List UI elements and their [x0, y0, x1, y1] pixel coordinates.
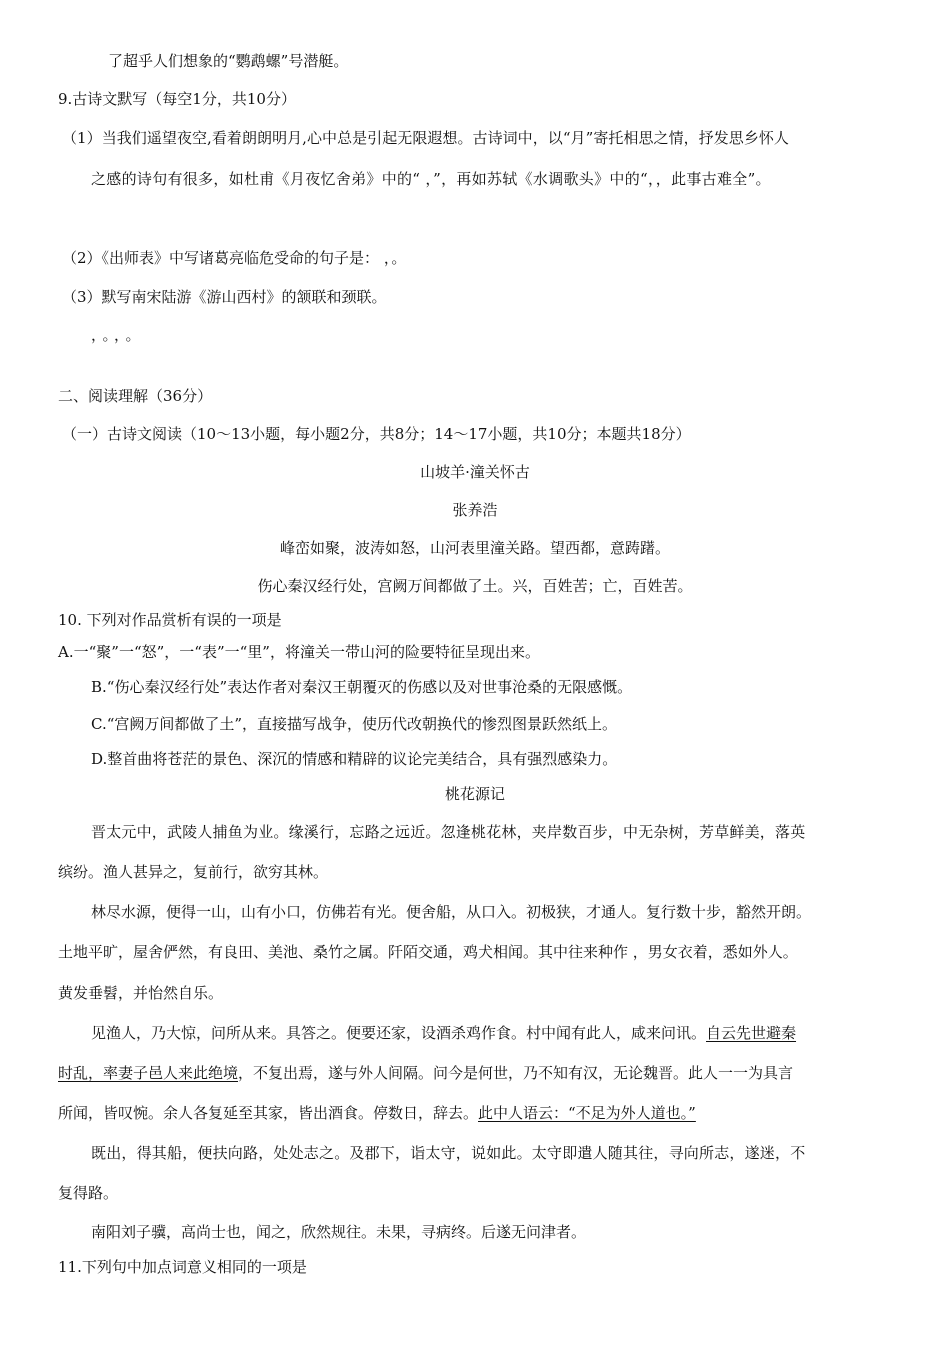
- paragraph-line: [58, 1103, 696, 1123]
- paragraph-line: 晋太元中，武陵人捕鱼为业。缘溪行，忘路之远近。忽逢桃花林，夹岸数百步，中无杂树，芳草鲜美，落英: [91, 823, 806, 841]
- poem-line: 伤心秦汉经行处，宫阙万间都做了土。兴，百姓苦；亡，百姓苦。: [257, 577, 693, 595]
- text-line: 了超乎人们想象的“鹦鹉螺”号潜艇。: [108, 52, 349, 70]
- question-10-option-c: C.“宫阙万间都做了土”，直接描写战争，使历代改朝换代的惨烈图景跃然纸上。: [91, 715, 618, 733]
- underlined-sentence: 此中人语云：“不足为外人道也。”: [478, 1104, 696, 1122]
- poem-author: 张养浩: [452, 501, 498, 519]
- question-10-option-b: B.“伤心秦汉经行处”表达作者对秦汉王朝覆灭的伤感以及对世事沧桑的无限感慨。: [91, 678, 633, 696]
- underlined-sentence: 时乱，率妻子邑人来此绝境: [58, 1064, 239, 1082]
- poem-title: 山坡羊·潼关怀古: [420, 463, 530, 481]
- question-9-part-1: （1）当我们遥望夜空,看着朗朗明月,心中总是引起无限遐想。古诗词中，以“月”寄托相思之情，抒发思乡怀人: [62, 129, 789, 147]
- section-2-heading: 二、阅读理解（36分）: [58, 387, 213, 405]
- question-9-part-1-continued: 之感的诗句有很多，如杜甫《月夜忆舍弟》中的“ ，”，再如苏轼《水调歌头》中的“，，此事古难全”。: [91, 170, 771, 188]
- poem-line: 峰峦如聚，波涛如怒，山河表里潼关路。望西都，意踌躇。: [279, 539, 670, 557]
- paragraph-line: 复得路。: [58, 1184, 119, 1202]
- paragraph-text: 见渔人，乃大惊，问所从来。具答之。便要还家，设酒杀鸡作食。村中闻有此人，咸来问讯。: [91, 1024, 707, 1042]
- question-9-title: 9.古诗文默写（每空1分，共10分）: [58, 90, 296, 108]
- paragraph-line: 既出，得其船，便扶向路，处处志之。及郡下，诣太守，说如此。太守即遣人随其往，寻向所志，遂迷，不: [91, 1144, 806, 1162]
- section-2-part-1-heading: （一）古诗文阅读（10～13小题，每小题2分，共8分；14～17小题，共10分；本题共18分）: [62, 425, 691, 443]
- paragraph-line: 土地平旷，屋舍俨然，有良田、美池、桑竹之属。阡陌交通，鸡犬相闻。其中往来种作 ，男女衣着，悉如外人。: [58, 943, 798, 961]
- paragraph-line: [58, 1063, 793, 1083]
- question-10-option-d: D.整首曲将苍茫的景色、深沉的情感和精辟的议论完美结合，具有强烈感染力。: [91, 750, 618, 768]
- paragraph-line: 缤纷。渔人甚异之，复前行，欲穷其林。: [58, 863, 329, 881]
- question-10-option-a: A.一“聚”一“怒”，一“表”一“里”，将潼关一带山河的险要特征呈现出来。: [58, 643, 540, 661]
- paragraph-line: [91, 1023, 796, 1043]
- prose-title: 桃花源记: [444, 785, 505, 803]
- paragraph-line: 林尽水源，便得一山，山有小口，仿佛若有光。便舍船，从口入。初极狭，才通人。复行数十步，豁然开朗。: [91, 903, 812, 921]
- paragraph-text: ，不复出焉，遂与外人间隔。问今是何世，乃不知有汉，无论魏晋。此人一一为具言: [238, 1064, 794, 1082]
- question-9-part-3-blanks: ，。，。: [91, 326, 145, 344]
- question-10-title: 10. 下列对作品赏析有误的一项是: [58, 611, 282, 629]
- question-9-part-3: （3）默写南宋陆游《游山西村》的颔联和颈联。: [62, 288, 387, 306]
- question-11-title: 11.下列句中加点词意义相同的一项是: [58, 1258, 307, 1276]
- underlined-sentence: 自云先世避秦: [706, 1024, 797, 1042]
- paragraph-text: 所闻，皆叹惋。余人各复延至其家，皆出酒食。停数日，辞去。: [58, 1104, 479, 1122]
- paragraph-line: 黄发垂髫，并怡然自乐。: [58, 984, 224, 1002]
- question-9-part-2: （2）《出师表》中写诸葛亮临危受命的句子是： ，。: [62, 249, 407, 267]
- paragraph-line: 南阳刘子骥，高尚士也，闻之，欣然规往。未果，寻病终。后遂无问津者。: [91, 1223, 587, 1241]
